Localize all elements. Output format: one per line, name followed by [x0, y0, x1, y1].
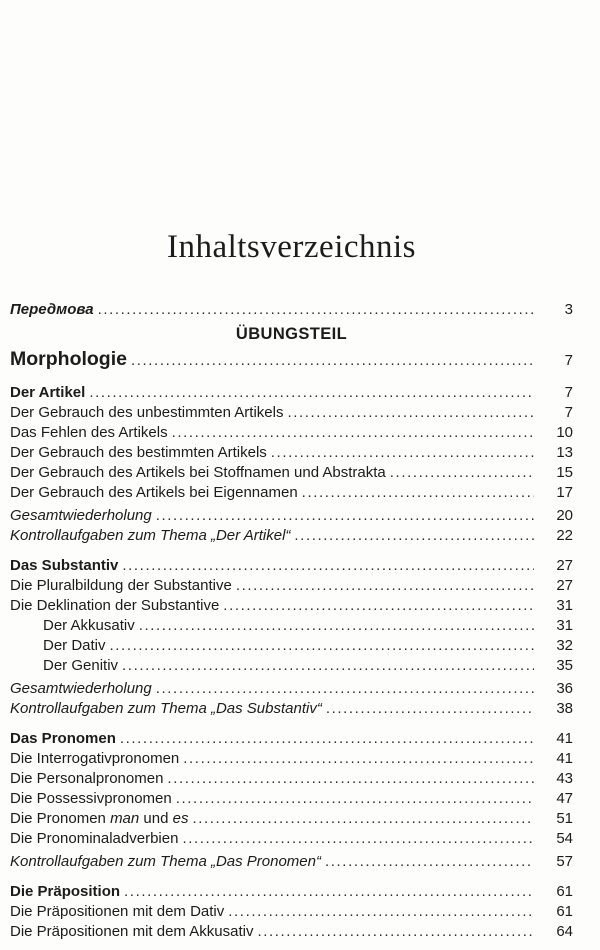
toc-entry-label: Der Gebrauch des bestimmten Artikels [10, 444, 267, 461]
toc-entry-label: Kontrollaufgaben zum Thema „Das Pronomen“ [10, 853, 321, 870]
page-number: 15 [556, 464, 573, 481]
toc-section-header [10, 556, 573, 576]
toc-entry-preface [10, 300, 573, 320]
dot-leader [182, 829, 534, 849]
toc-sections [10, 383, 573, 942]
toc-entry-label: Die Pluralbildung der Substantive [10, 577, 232, 594]
toc-entry-label: Kontrollaufgaben zum Thema „Das Substantiv“ [10, 700, 322, 717]
dot-leader [325, 852, 534, 872]
page-number: 27 [556, 577, 573, 594]
dot-leader [122, 656, 534, 676]
dot-leader [294, 526, 534, 546]
toc-entry-label: Das Fehlen des Artikels [10, 424, 168, 441]
page-title: Inhaltsverzeichnis [166, 229, 417, 265]
toc-entry-label: Kontrollaufgaben zum Thema „Der Artikel“ [10, 527, 291, 544]
toc-entry-label: Der Genitiv [43, 657, 119, 674]
page-number: 35 [556, 657, 573, 674]
toc-entry-label: Der Gebrauch des Artikels bei Stoffnamen und Abstrakta [10, 464, 386, 481]
toc-section [10, 556, 573, 719]
toc-entry [10, 506, 573, 526]
toc-section [10, 882, 573, 942]
dot-leader [156, 679, 534, 699]
dot-leader [98, 300, 534, 320]
toc-section-header [10, 882, 573, 902]
toc-entry [10, 526, 573, 546]
preface-label: Передмова [10, 301, 94, 318]
toc-entry-label: Der Akkusativ [43, 617, 135, 634]
dot-leader [390, 463, 534, 483]
section-title: Die Präposition [10, 883, 121, 900]
page-number: 17 [556, 484, 573, 501]
toc-section-header [10, 383, 573, 403]
toc-entry [10, 699, 573, 719]
dot-leader [302, 483, 534, 503]
toc-entry [10, 443, 573, 463]
toc-entry-label: Die Pronominaladverbien [10, 830, 179, 847]
toc-entry-label: Gesamtwiederholung [10, 507, 152, 524]
page-number: 64 [556, 923, 573, 940]
part-header: ÜBUNGSTEIL [235, 325, 348, 343]
dot-leader [124, 882, 534, 902]
section-title: Das Pronomen [10, 730, 116, 747]
dot-leader [236, 576, 534, 596]
dot-leader [287, 403, 534, 423]
toc-entry-label: Der Gebrauch des unbestimmten Artikels [10, 404, 284, 421]
dot-leader [167, 769, 534, 789]
dot-leader [176, 789, 534, 809]
page-number: 41 [556, 750, 573, 767]
toc-entry [10, 483, 573, 503]
toc-entry [10, 679, 573, 699]
toc-entry [10, 616, 573, 636]
page-number: 61 [556, 883, 573, 900]
section-title: Der Artikel [10, 384, 86, 401]
toc-entry [10, 902, 573, 922]
toc-entry-label: Die Präpositionen mit dem Akkusativ [10, 923, 254, 940]
toc-section [10, 729, 573, 872]
dot-leader [192, 809, 534, 829]
page-number: 27 [556, 557, 573, 574]
toc-entry-label: Die Possessivpronomen [10, 790, 172, 807]
page-number: 47 [556, 790, 573, 807]
page-number: 7 [564, 384, 573, 401]
dot-leader [120, 729, 534, 749]
toc-entry [10, 769, 573, 789]
page-number: 7 [564, 404, 573, 421]
page-number: 31 [556, 597, 573, 614]
toc-entry-label: Die Pronomen man und es [10, 810, 189, 827]
toc-entry [10, 809, 573, 829]
page-number: 61 [556, 903, 573, 920]
page-number: 32 [556, 637, 573, 654]
dot-leader [183, 749, 534, 769]
page-number: 57 [556, 853, 573, 870]
toc-section-header [10, 729, 573, 749]
toc-entry [10, 852, 573, 872]
dot-leader [131, 349, 534, 373]
toc-entry-label: Die Personalpronomen [10, 770, 164, 787]
dot-leader [326, 699, 534, 719]
toc-entry [10, 596, 573, 616]
toc-entry [10, 403, 573, 423]
page-number: 10 [556, 424, 573, 441]
toc-entry [10, 636, 573, 656]
toc-entry-label: Der Gebrauch des Artikels bei Eigennamen [10, 484, 298, 501]
toc-section [10, 383, 573, 546]
toc-entry [10, 656, 573, 676]
dot-leader [257, 922, 534, 942]
toc-entry [10, 829, 573, 849]
dot-leader [223, 596, 534, 616]
page-number: 22 [556, 527, 573, 544]
page-number: 43 [556, 770, 573, 787]
page-number: 20 [556, 507, 573, 524]
toc-entry [10, 749, 573, 769]
dot-leader [110, 636, 534, 656]
page-number: 38 [556, 700, 573, 717]
toc-entry-chapter [10, 347, 573, 373]
page-number: 41 [556, 730, 573, 747]
page-number: 36 [556, 680, 573, 697]
toc-entry-label: Der Dativ [43, 637, 106, 654]
toc-entry [10, 922, 573, 942]
dot-leader [228, 902, 534, 922]
page-number: 51 [556, 810, 573, 827]
toc-entry [10, 463, 573, 483]
toc-entry-label: Die Interrogativpronomen [10, 750, 180, 767]
toc-entry [10, 423, 573, 443]
page-number: 54 [556, 830, 573, 847]
section-title: Das Substantiv [10, 557, 119, 574]
page-number: 31 [556, 617, 573, 634]
toc-entry-label: Gesamtwiederholung [10, 680, 152, 697]
toc-entry-label: Die Deklination der Substantive [10, 597, 220, 614]
dot-leader [156, 506, 534, 526]
dot-leader [271, 443, 534, 463]
toc-entry-label: Die Präpositionen mit dem Dativ [10, 903, 225, 920]
toc-entry [10, 789, 573, 809]
toc-entry [10, 576, 573, 596]
chapter-label: Morphologie [10, 348, 127, 370]
dot-leader [122, 556, 534, 576]
page-number: 3 [564, 301, 573, 318]
page-number: 7 [564, 352, 573, 369]
dot-leader [89, 383, 534, 403]
dot-leader [172, 423, 534, 443]
dot-leader [139, 616, 534, 636]
page-number: 13 [556, 444, 573, 461]
